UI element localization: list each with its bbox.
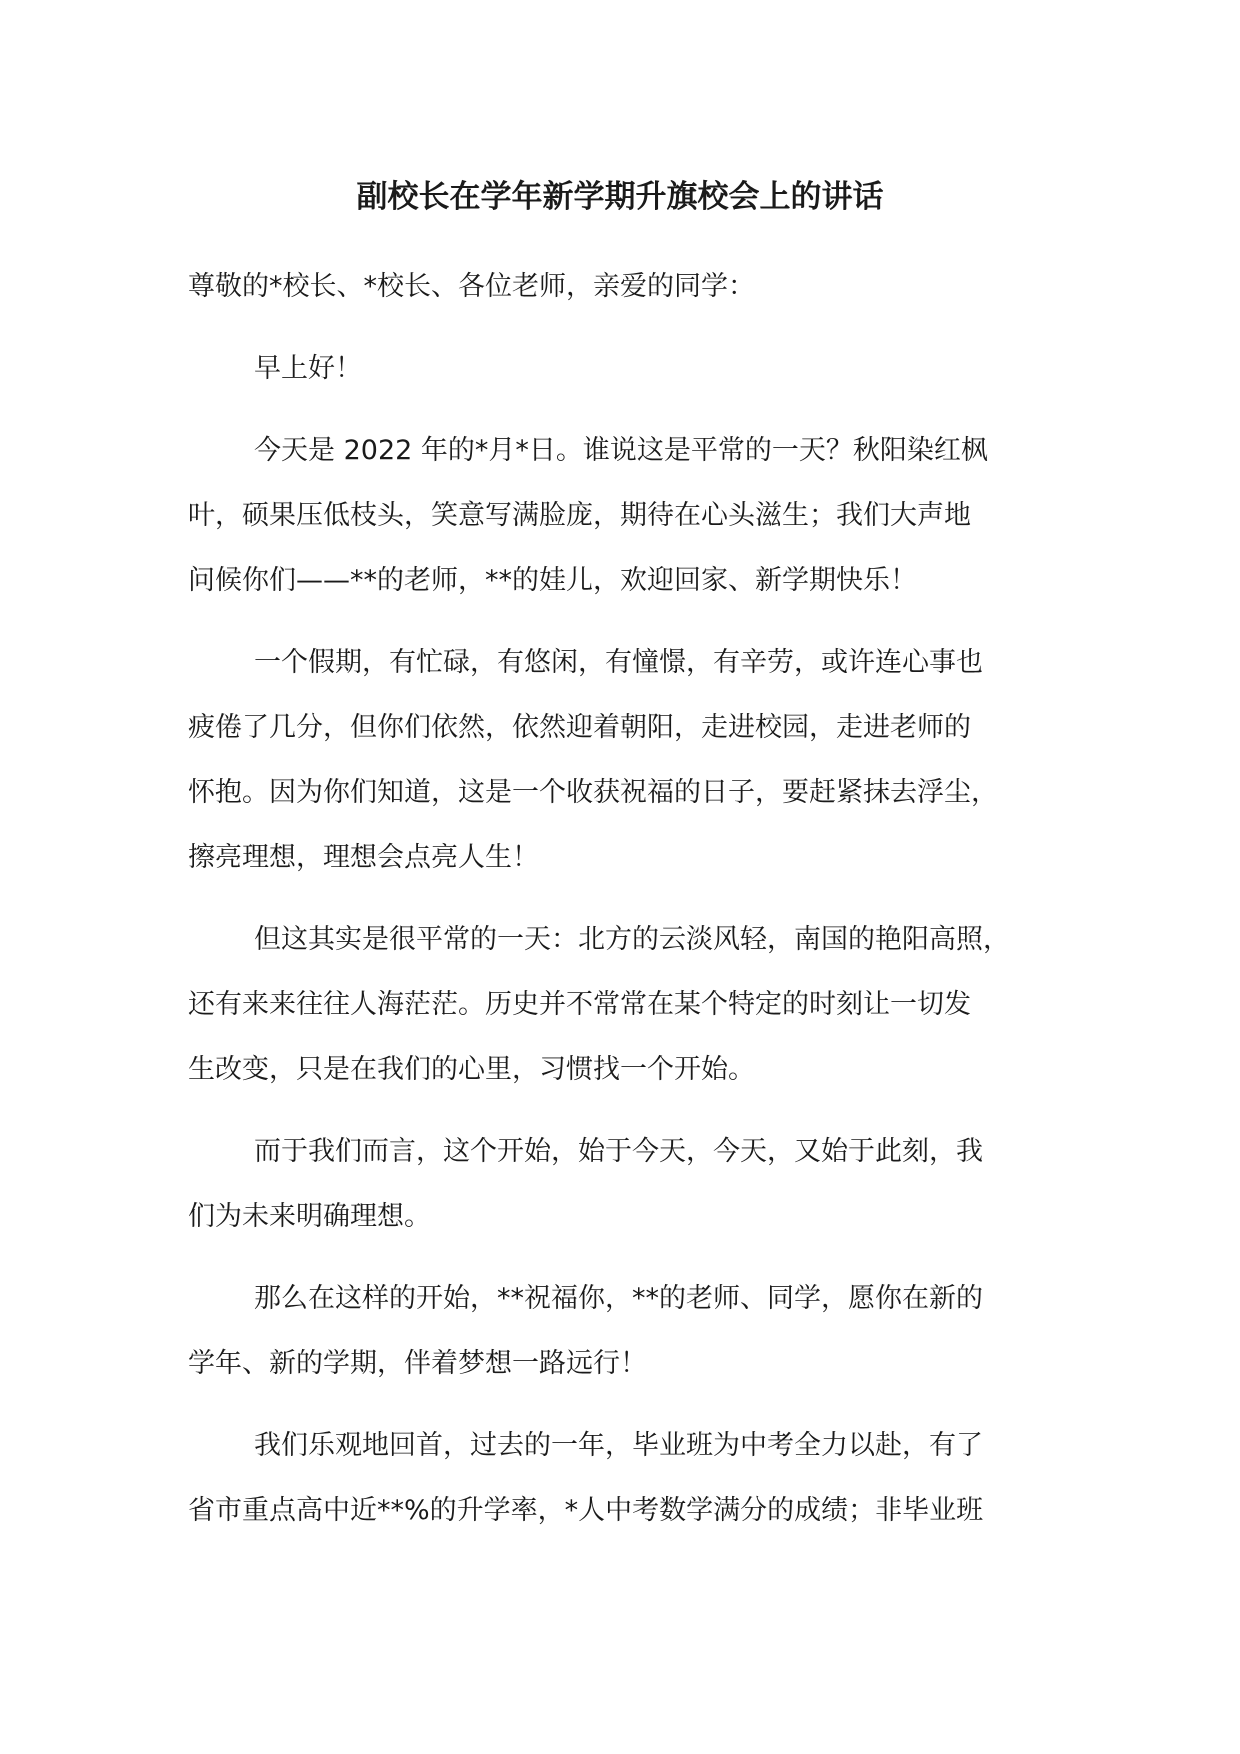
text-line: 早上好！ bbox=[254, 353, 362, 384]
paragraph-ordinary-day bbox=[188, 907, 1068, 1102]
text-line: 问候你们——**的老师，**的娃儿，欢迎回家、新学期快乐！ bbox=[188, 565, 917, 596]
paragraph-beginning bbox=[188, 1119, 1068, 1249]
text-line: 疲倦了几分，但你们依然，依然迎着朝阳，走进校园，走进老师的 bbox=[188, 712, 971, 743]
text-line: 们为未来明确理想。 bbox=[188, 1201, 431, 1232]
paragraph-blessing bbox=[188, 1266, 1068, 1396]
text-line: 那么在这样的开始，**祝福你，**的老师、同学，愿你在新的 bbox=[254, 1283, 983, 1314]
text-line: 怀抱。因为你们知道，这是一个收获祝福的日子，要赶紧抹去浮尘， bbox=[188, 777, 998, 808]
text-line: 擦亮理想，理想会点亮人生！ bbox=[188, 842, 539, 873]
text-line: 我们乐观地回首，过去的一年，毕业班为中考全力以赴，有了 bbox=[254, 1430, 983, 1461]
paragraph-review bbox=[188, 1413, 1068, 1543]
text-line: 叶，硕果压低枝头，笑意写满脸庞，期待在心头滋生；我们大声地 bbox=[188, 500, 971, 531]
text-line: 生改变，只是在我们的心里，习惯找一个开始。 bbox=[188, 1054, 755, 1085]
page-title: 副校长在学年新学期升旗校会上的讲话 bbox=[356, 179, 884, 215]
salutation: 尊敬的*校长、*校长、各位老师，亲爱的同学： bbox=[188, 271, 755, 302]
document-body bbox=[188, 254, 1068, 1560]
paragraph-holiday bbox=[188, 630, 1068, 890]
paragraph-today bbox=[188, 418, 1068, 613]
text-line: 省市重点高中近**%的升学率，*人中考数学满分的成绩；非毕业班 bbox=[188, 1495, 984, 1526]
text-line: 学年、新的学期，伴着梦想一路远行！ bbox=[188, 1348, 647, 1379]
text-line: 今天是 2022 年的*月*日。谁说这是平常的一天？秋阳染红枫 bbox=[254, 435, 988, 466]
text-line: 但这其实是很平常的一天：北方的云淡风轻，南国的艳阳高照， bbox=[254, 924, 1010, 955]
text-line: 还有来来往往人海茫茫。历史并不常常在某个特定的时刻让一切发 bbox=[188, 989, 971, 1020]
text-line: 一个假期，有忙碌，有悠闲，有憧憬，有辛劳，或许连心事也 bbox=[254, 647, 983, 678]
text-line: 而于我们而言，这个开始，始于今天，今天，又始于此刻，我 bbox=[254, 1136, 983, 1167]
paragraph-greeting bbox=[188, 336, 1068, 401]
